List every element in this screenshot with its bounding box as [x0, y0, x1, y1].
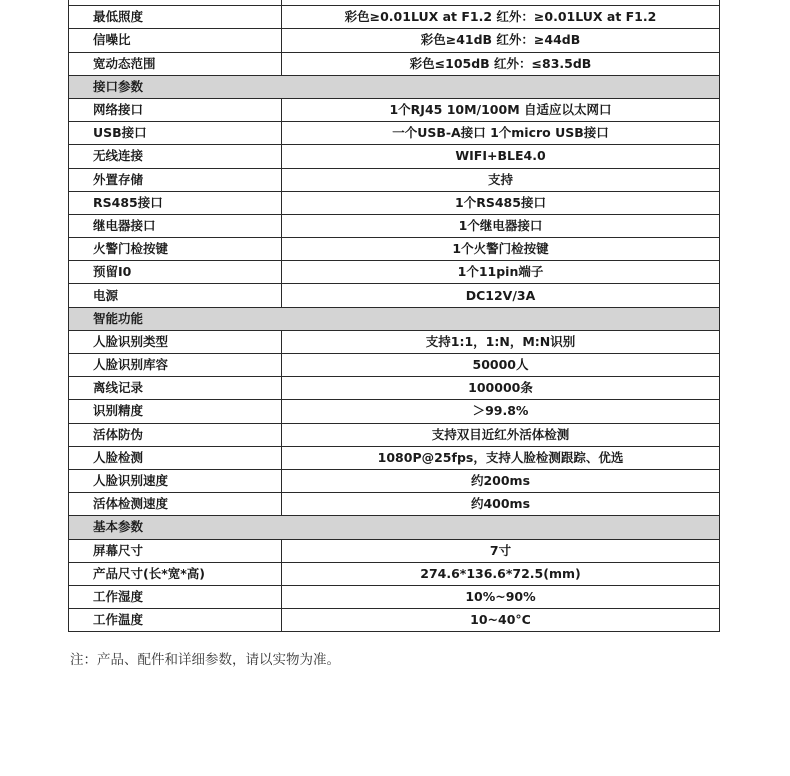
- spec-row: [69, 261, 720, 284]
- spec-row: [69, 238, 720, 261]
- spec-row: [69, 493, 720, 516]
- spec-value: 支持: [282, 168, 720, 191]
- spec-table-body: [69, 0, 720, 632]
- spec-row: [69, 214, 720, 237]
- spec-label: 火警门检按键: [69, 238, 282, 261]
- spec-label: 人脸识别库容: [69, 354, 282, 377]
- spec-label: 活体检测速度: [69, 493, 282, 516]
- spec-value: 彩色≥0.01LUX at F1.2 红外：≥0.01LUX at F1.2: [282, 6, 720, 29]
- spec-label: 工作温度: [69, 609, 282, 632]
- spec-label: 电源: [69, 284, 282, 307]
- spec-label: 人脸识别速度: [69, 469, 282, 492]
- spec-value: 约400ms: [282, 493, 720, 516]
- spec-row: [69, 52, 720, 75]
- spec-label: 屏幕尺寸: [69, 539, 282, 562]
- spec-label: 识别精度: [69, 400, 282, 423]
- spec-value: DC12V/3A: [282, 284, 720, 307]
- spec-label: 外置存储: [69, 168, 282, 191]
- spec-value: 1个火警门检按键: [282, 238, 720, 261]
- section-header-row: [69, 516, 720, 539]
- section-title: 接口参数: [69, 75, 720, 98]
- spec-value: 1个11pin端子: [282, 261, 720, 284]
- spec-row: [69, 191, 720, 214]
- spec-value: 10~40°C: [282, 609, 720, 632]
- spec-row: [69, 122, 720, 145]
- spec-label: 产品尺寸(长*宽*高): [69, 562, 282, 585]
- spec-row: [69, 168, 720, 191]
- spec-label: 继电器接口: [69, 214, 282, 237]
- spec-row: [69, 423, 720, 446]
- spec-label: 离线记录: [69, 377, 282, 400]
- spec-label: RS485接口: [69, 191, 282, 214]
- spec-value: 彩色≥41dB 红外：≥44dB: [282, 29, 720, 52]
- spec-label: 宽动态范围: [69, 52, 282, 75]
- spec-value: 1个RJ45 10M/100M 自适应以太网口: [282, 98, 720, 121]
- spec-value: 10%~90%: [282, 585, 720, 608]
- section-title: 基本参数: [69, 516, 720, 539]
- spec-table: [68, 0, 720, 632]
- spec-label: 信噪比: [69, 29, 282, 52]
- spec-row: [69, 29, 720, 52]
- section-header-row: [69, 75, 720, 98]
- spec-row: [69, 446, 720, 469]
- section-header-row: [69, 307, 720, 330]
- spec-row: [69, 469, 720, 492]
- spec-label: 工作湿度: [69, 585, 282, 608]
- spec-value: 支持双目近红外活体检测: [282, 423, 720, 446]
- spec-value: 50000人: [282, 354, 720, 377]
- spec-value: 100000条: [282, 377, 720, 400]
- spec-label: USB接口: [69, 122, 282, 145]
- spec-value: 彩色≤105dB 红外：≤83.5dB: [282, 52, 720, 75]
- spec-row: [69, 377, 720, 400]
- spec-row: [69, 145, 720, 168]
- spec-label: 活体防伪: [69, 423, 282, 446]
- spec-row: [69, 562, 720, 585]
- spec-label: 网络接口: [69, 98, 282, 121]
- spec-label: 人脸识别类型: [69, 330, 282, 353]
- spec-row: [69, 400, 720, 423]
- spec-row: [69, 354, 720, 377]
- spec-row: [69, 98, 720, 121]
- footnote: 注：产品、配件和详细参数，请以实物为准。: [70, 652, 340, 668]
- spec-label: 无线连接: [69, 145, 282, 168]
- spec-value: 274.6*136.6*72.5(mm): [282, 562, 720, 585]
- spec-label: 最低照度: [69, 6, 282, 29]
- spec-row: [69, 539, 720, 562]
- spec-row: [69, 609, 720, 632]
- spec-label: 预留I0: [69, 261, 282, 284]
- spec-label: 人脸检测: [69, 446, 282, 469]
- spec-value: 1个RS485接口: [282, 191, 720, 214]
- spec-value: 一个USB-A接口 1个micro USB接口: [282, 122, 720, 145]
- spec-value: 7寸: [282, 539, 720, 562]
- spec-value: 支持1:1，1:N，M:N识别: [282, 330, 720, 353]
- spec-value: ＞99.8%: [282, 400, 720, 423]
- spec-value: WIFI+BLE4.0: [282, 145, 720, 168]
- spec-row: [69, 585, 720, 608]
- spec-value: 约200ms: [282, 469, 720, 492]
- spec-row: [69, 284, 720, 307]
- spec-row: [69, 330, 720, 353]
- spec-row: [69, 6, 720, 29]
- section-title: 智能功能: [69, 307, 720, 330]
- spec-value: 1080P@25fps，支持人脸检测跟踪、优选: [282, 446, 720, 469]
- spec-value: 1个继电器接口: [282, 214, 720, 237]
